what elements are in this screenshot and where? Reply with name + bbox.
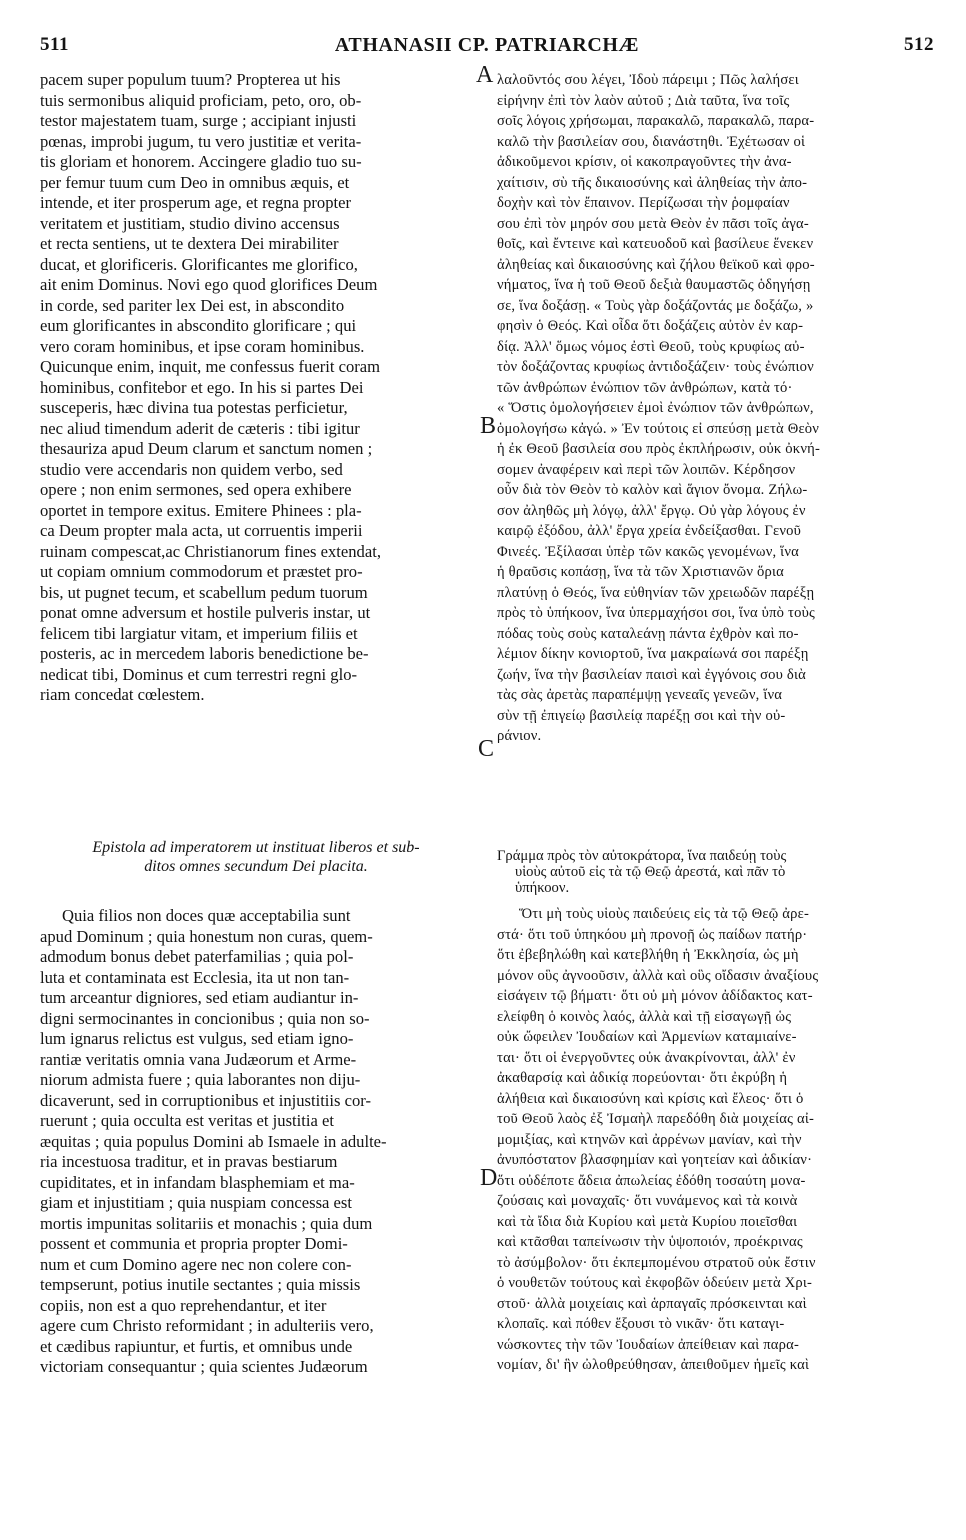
text-line: καὶ κτᾶσθαι ταπείνωσιν τὴν ὑψοποιόν, προέκρινας [497, 1234, 803, 1250]
text-line: τοῦ Θεοῦ λαὸς ἐξ Ἰσμαὴλ παρεδόθη διὰ μοιχείας αἰ- [497, 1111, 815, 1127]
text-line: per femur tuum cum Deo in omnibus æquis, et [40, 172, 350, 192]
text-line: εἰσάγειν τῷ βήματι· ὅτι οὐ μὴ μόνον ἀδίδακτος κατ- [497, 988, 813, 1004]
text-line: νήματος, ἵνα ἡ τοῦ Θεοῦ δεξιὰ θαυμαστῶς ὁδηγήσῃ [497, 277, 811, 293]
text-line: λέμιον δίκην κονιορτοῦ, ἵνα μακραίωνά σοι παρέξῃ [497, 646, 809, 662]
text-line: dicaverunt, sed in corruptionibus et injustitiis cor- [40, 1090, 372, 1110]
text-line: tum arceantur digniores, sed etiam audiantur in- [40, 988, 359, 1007]
text-line: κλοπαῖς. καὶ πόθεν ἕξουσι τὸ νικᾶν· ὅτι καταγι- [497, 1316, 785, 1332]
text-line: niorum admista fuere ; quia laborantes non diju- [40, 1070, 361, 1089]
text-line: καιρῷ ἐξόδου, ἀλλ' ἔργα χρεία ἐνδείξασθαι. Γενοῦ [497, 523, 802, 539]
text-line: ἀκαθαρσίᾳ καὶ ἀδικίᾳ πορεύονται· ὅτι ἐκρύβη ἡ [497, 1070, 788, 1086]
text-line: ελείφθη ὁ κοινὸς λαός, ἀλλὰ καὶ τῇ εἰσαγωγῇ ὡς [497, 1008, 792, 1025]
text-line: copiis, non est a quo reprehendantur, et iter [40, 1295, 327, 1315]
text-line: digni sermocinantes in concionibus ; quia non so- [40, 1008, 370, 1028]
right-page-number: 512 [904, 34, 934, 55]
text-line: χαίτισιν, σὺ τῆς δικαιοσύνης καὶ ἀληθείας τὴν ἀπο- [497, 174, 808, 191]
text-line: oportet in tempore exitus. Emitere Phinees : pla- [40, 500, 362, 520]
text-line: ruinam compescat,ac Christianorum fines extendat, [40, 541, 381, 561]
margin-marker-c: C [478, 736, 495, 762]
text-line: giam et injustitiam ; quia nuspiam concessa est [40, 1193, 352, 1212]
text-line: σον ἀληθῶς μὴ λόγῳ, ἀλλ' ἔργῳ. Οὐ γὰρ λόγους ἐν [497, 502, 806, 519]
text-line: hominibus, confitebor et ego. In his si partes Dei [40, 377, 364, 397]
text-line: οὐκ ὤφειλεν Ἰουδαίων καὶ Ἀρμενίων καταμιαίνε- [497, 1029, 797, 1045]
text-line: vero coram hominibus, et ipse coram hominibus. [40, 336, 365, 356]
text-line: tempserunt, potius inutile sectantes ; quia missis [40, 1275, 361, 1294]
text-line: δοχὴν καὶ τὸν ἔπαινον. Περίζωσαι τὴν ῥομφαίαν [497, 195, 790, 211]
text-line: τὰς σὰς ἀρετὰς παραπέμψῃ γενεαῖς γενεῶν, ἵνα [497, 687, 783, 703]
text-line: ται· ὅτι οἱ ἐνεργοῦντες οὐκ ἀνακρίνονται, ἀλλ' ἐν [497, 1049, 796, 1066]
greek-paragraph-2 [497, 904, 935, 1376]
text-line: τὸν δοξάζοντας κρυφίως ἀντιδοξάζειν· τοὺς ἐνώπιον [497, 359, 814, 375]
text-line: καὶ τὰ ἴδια διὰ Κυρίου καὶ μετὰ Κυρίου ποιεῖσθαι [497, 1213, 798, 1230]
latin-heading-line: ditos omnes secundum Dei placita. [144, 858, 368, 875]
text-line: « Ὅστις ὁμολογήσειεν ἐμοὶ ἐνώπιον τῶν ἀνθρώπων, [497, 400, 814, 416]
text-line: σὺν τῇ ἐπιγείῳ βασιλείᾳ παρέξῃ σοι καὶ τὴν οὐ- [497, 707, 786, 724]
text-line: ἀληθείας καὶ δικαιοσύνης καὶ ζήλου θεϊκοῦ καὶ φρο- [497, 256, 815, 273]
text-line: pacem super populum tuum? Propterea ut his [40, 70, 341, 89]
text-line: Quia filios non doces quæ acceptabilia sunt [62, 906, 351, 925]
text-line: στά· ὅτι τοῦ ὑπηκόου μὴ προνοῇ ὡς παίδων πατήρ· [497, 926, 808, 943]
text-line: num et cum Domino agere nec non colere con- [40, 1254, 352, 1274]
text-line: ράνιον. [497, 728, 542, 744]
text-line: σοῖς λόγοις χρήσωμαι, παρακαλῶ, παρακαλῶ, παρα- [497, 113, 815, 129]
text-line: rantiæ veritatis omnia vana Judæorum et Arme- [40, 1049, 357, 1069]
text-line: ait enim Dominus. Novi ego quod glorifices Deum [40, 275, 378, 294]
text-line: opere ; non enim sermones, sed opera exhibere [40, 480, 352, 499]
latin-paragraph-1 [40, 70, 472, 706]
text-line: λαλοῦντός σου λέγει, Ἰδοὺ πάρειμι ; Πῶς λαλήσει [497, 72, 799, 88]
text-line: ut copiam omnium commodorum et præstet pro- [40, 562, 363, 581]
latin-paragraph-2 [40, 906, 472, 1378]
text-line: tuis sermonibus aliquid proficiam, peto, oro, ob- [40, 90, 362, 110]
text-line: æquitas ; quia populus Domini ab Ismaele in adulte- [40, 1131, 387, 1151]
text-line: Ὅτι μὴ τοὺς υἱοὺς παιδεύεις εἰς τὰ τῷ Θεῷ ἀρε- [519, 906, 810, 922]
greek-heading-line: Γράμμα πρὸς τὸν αὐτοκράτορα, ἵνα παιδεύῃ τοὺς [497, 848, 787, 864]
latin-epistle-heading [40, 838, 472, 876]
text-line: testor majestatem tuam, surge ; accipiant injusti [40, 111, 357, 130]
text-line: ἀνυπόστατον βλασφημίαν καὶ γοητείαν καὶ ἀδικίαν· [497, 1152, 813, 1168]
text-line: luta et contaminata est Ecclesia, ita ut non tan- [40, 967, 350, 987]
text-line: in corde, sed pariter lex Dei est, in abscondito [40, 295, 345, 315]
text-line: ὁμολογήσω κἀγώ. » Ἐν τούτοις εἰ σπεύσῃ μετὰ Θεὸν [497, 420, 820, 437]
text-line: felicem tibi largiatur vitam, et imperium filiis et [40, 623, 358, 643]
text-line: intende, et iter prosperum age, et regna propter [40, 193, 352, 212]
margin-marker-a: A [476, 62, 494, 88]
text-line: ria incestuosa traditur, et in pravas bestiarum [40, 1152, 338, 1171]
text-line: admodum bonus debet paterfamilias ; quia pol- [40, 947, 354, 966]
text-line: thesauriza apud Deum clarum et sanctum nomen ; [40, 439, 373, 458]
text-line: ca Deum propter mala acta, ut corruentis imperii [40, 521, 363, 540]
text-line: et cædibus rapiuntur, et furtis, et omnibus unde [40, 1336, 353, 1356]
text-line: οὖν διὰ τὸν Θεὸν τὸ καλὸν καὶ ἅγιον ὄνομα. Ζήλω- [497, 482, 808, 498]
text-line: et recta sentiens, ut te dextera Dei mirabiliter [40, 234, 339, 253]
text-line: Quicunque enim, inquit, me confessus fuerit coram [40, 357, 381, 376]
text-line: σομεν ἀναφέρειν καὶ περὶ τῶν λοιπῶν. Κέρδησον [497, 461, 796, 478]
text-line: νώσκοντες τὴν τῶν Ἰουδαίων ἀπείθειαν καὶ παρα- [497, 1336, 800, 1353]
text-line: ὁ νουθετῶν τούτους καὶ ἐκφοβῶν ὁδεύειν μετὰ Χρι- [497, 1275, 813, 1291]
margin-marker-b: B [480, 413, 497, 439]
text-line: Φινεές. Ἐξίλασαι ὑπὲρ τῶν κακῶς γενομένων, ἵνα [497, 543, 799, 560]
text-line: στοῦ· ἀλλὰ μοιχείαις καὶ ἁρπαγαῖς πρόσκεινται καὶ [497, 1295, 807, 1312]
text-line: victoriam consequantur ; quia scientes Judæorum [40, 1357, 368, 1376]
text-line: σε, ἵνα δοξάσῃ. « Τοὺς γὰρ δοξάζοντάς με δοξάζω, » [497, 297, 814, 314]
text-line: tis gloriam et honorem. Accingere gladio tuo su- [40, 152, 362, 171]
text-line: posteris, ac in mercedem laboris benedictione be- [40, 644, 369, 663]
text-line: πόδας τοὺς σοὺς καταλεάνῃ πάντα ἐχθρὸν καὶ πο- [497, 625, 799, 642]
text-line: φησὶν ὁ Θεός. Καὶ οἶδα ὅτι δοξάζεις αὐτὸν ἐν καρ- [497, 318, 804, 334]
text-line: agere cum Christo reformidant ; in adulteriis vero, [40, 1316, 374, 1335]
text-line: ducat, et glorificeris. Glorificantes me glorifico, [40, 254, 358, 274]
left-page-number: 511 [40, 34, 69, 55]
greek-heading-line: υἱοὺς αὐτοῦ εἰς τὰ τῷ Θεῷ ἀρεστά, καὶ πᾶν τὸ [515, 864, 786, 880]
text-line: lum ignarus relictus est vulgus, sed etiam igno- [40, 1029, 354, 1048]
text-line: μομιξίας, καὶ κτηνῶν καὶ ἀρρένων μανίαν, καὶ τὴν [497, 1131, 802, 1148]
latin-heading-line: Epistola ad imperatorem ut instituat liberos et sub- [92, 839, 420, 856]
text-line: nedicat tibi, Dominus et cum terrestri regni glo- [40, 664, 358, 684]
text-line: ponat omne adversum et hostile pulveris instar, ut [40, 603, 371, 622]
running-title: ATHANASII CP. PATRIARCHÆ [334, 34, 640, 56]
text-line: σου ἐπὶ τὸν μηρόν σου μετὰ Θεὸν ἐν πᾶσι τοῖς ἀγα- [497, 215, 809, 232]
text-line: μόνον οὓς ἀγνοοῦσιν, ἀλλὰ καὶ οὓς οἴδασιν ἀναξίους [497, 967, 819, 984]
greek-heading-line: ὑπήκοον. [515, 880, 570, 896]
text-line: possent et communia et propria propter Domi- [40, 1234, 348, 1253]
text-line: eum glorificantes in abscondito glorificare ; qui [40, 316, 357, 335]
text-line: ἡ θραῦσις κοπάσῃ, ἵνα τὰ τῶν Χριστιανῶν ὅρια [497, 564, 784, 580]
text-line: ἡ ἐκ Θεοῦ βασιλεία σου πρὸς ἐκπλήρωσιν, οὐκ ὀκνή- [497, 441, 821, 457]
text-line: apud Dominum ; quia honestum non curas, quem- [40, 926, 373, 946]
text-line: καλῶ τὴν βασιλείαν σου, διανάστηθι. Ἐχέτωσαν οἱ [497, 133, 806, 150]
text-line: cupiditates, et in infandam blasphemiam et ma- [40, 1172, 355, 1192]
text-line: δίᾳ. Ἀλλ' ὅμως νόμος ἐστὶ Θεοῦ, τοὺς κρυφίως αὐ- [497, 338, 805, 355]
text-line: mortis impunitas solitariis et monachis ; quia dum [40, 1213, 373, 1233]
text-line: ἀδικοῦμενοι κρίσιν, οἱ κακοπραγοῦντες τὴν ἀνα- [497, 154, 792, 170]
text-line: ἀλήθεια καὶ δικαιοσύνη καὶ κρίσις καὶ ἔλεος· ὅτι ὁ [497, 1090, 804, 1107]
text-line: εἰρήνην ἐπὶ τὸν λαὸν αὐτοῦ ; Διὰ ταῦτα, ἵνα τοῖς [497, 92, 790, 109]
text-line: riam concedat cœlestem. [40, 685, 205, 704]
text-line: ruerunt ; quia occulta est veritas et justitia et [40, 1111, 334, 1130]
text-line: veritatem et justitiam, studio divino accensus [40, 213, 340, 233]
greek-epistle-heading [497, 848, 935, 896]
running-header [40, 34, 934, 60]
text-line: τὸ ἀσύμβολον· ὅτι ἐκπεμπομένου στρατοῦ οὐκ ἔστιν [497, 1254, 816, 1271]
text-line: πλατύνῃ ὁ Θεός, ἵνα εὐθηνίαν τῶν χρειωδῶν παρέξῃ [497, 584, 815, 601]
text-line: nec aliud timendum aderit de cæteris : tibi igitur [40, 418, 360, 438]
text-line: ζούσαις καὶ μοναχαῖς· ὅτι νυνάμενος καὶ τὰ κοινὰ [497, 1193, 798, 1209]
text-line: τῶν ἀνθρώπων ἐνώπιον τῶν ἀνθρώπων, κατὰ τό· [497, 379, 793, 396]
text-line: studio vere accendaris non quidem verbo, sed [40, 459, 343, 479]
text-line: susceperis, hæc divina tua potestas perficietur, [40, 398, 348, 417]
text-line: θοῖς, καὶ ἔντεινε καὶ κατευοδοῦ καὶ βασίλευε ἕνεκεν [497, 236, 814, 252]
text-line: pœnas, improbi jugum, tu vero justitiæ et verita- [40, 131, 362, 151]
text-line: ζωήν, ἵνα τὴν βασιλείαν παισὶ καὶ ἐγγόνοις σου διὰ [497, 666, 806, 683]
text-line: ὅτι ἐβεβηλώθη καὶ κατεβλήθη ἡ Ἐκκλησία, ὡς μὴ [497, 947, 799, 963]
text-line: ὅτι οὐδέποτε ἄδεια ἀπωλείας ἐδόθη τοσαύτη μονα- [497, 1172, 806, 1189]
text-line: πρὸς τὸ ὑπήκοον, ἵνα ὑπερμαχήσοι σοι, ἵνα ὑπὸ τοὺς [497, 605, 815, 621]
greek-paragraph-1 [497, 70, 935, 747]
margin-marker-d: D [480, 1165, 498, 1191]
text-line: νομίαν, δι' ἣν ὠλοθρεύθησαν, ἀπειθοῦμεν ἡμεῖς καὶ [497, 1357, 810, 1373]
text-line: bis, ut pugnet tecum, et scabellum pedum tuorum [40, 582, 368, 602]
